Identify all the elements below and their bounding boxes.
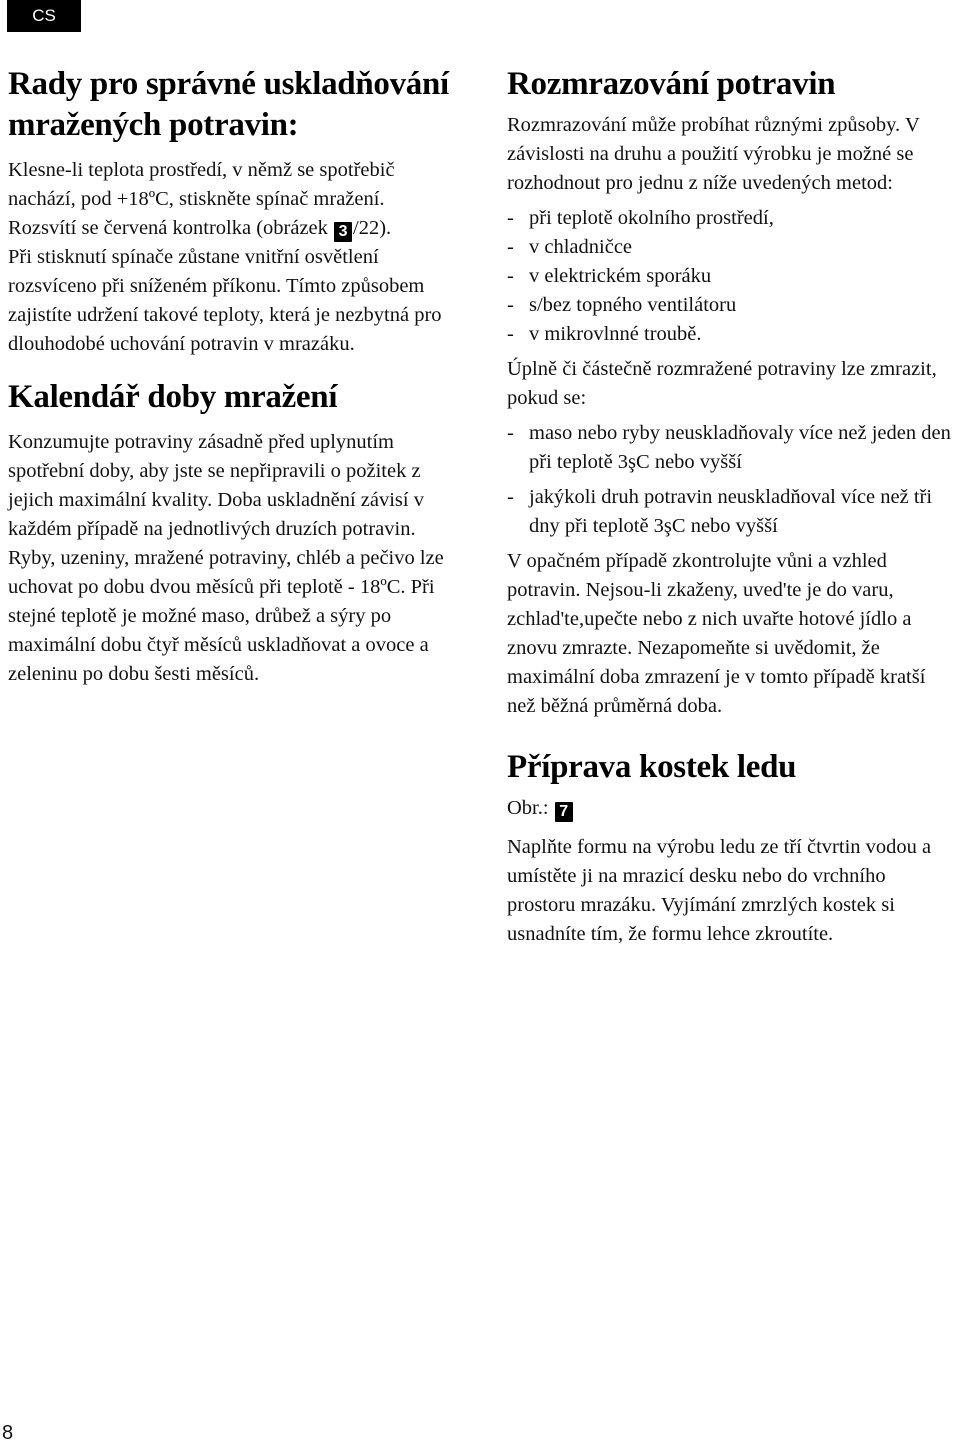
storage-tips-paragraph-1 — [8, 156, 458, 243]
storage-tips-text-b: /22). — [353, 217, 392, 239]
page-number: 8 — [2, 1422, 14, 1444]
dash-bullet: - — [507, 236, 514, 258]
list-item-text: při teplotě okolního prostředí, — [529, 207, 774, 229]
storage-tips-heading: Rady pro správné uskladňování mražených potravin: — [8, 66, 449, 143]
ice-cubes-paragraph: Naplňte formu na výrobu ledu ze tří čtvrtin vodou a umístěte ji na mrazicí desku nebo do vrchního prostoru mrazáku. Vyjímání zmrzlých kostek si usnadníte tím, že formu lehce zkroutíte. — [507, 836, 932, 945]
right-column — [507, 64, 957, 949]
figure-label: Obr.: — [507, 797, 554, 819]
language-tab — [7, 0, 81, 32]
list-item — [507, 204, 957, 233]
list-item-text: maso nebo ryby neuskladňovaly více než jeden den při teplotě 3şC nebo vyšší — [529, 422, 951, 473]
ice-cubes-heading: Příprava kostek ledu — [507, 749, 797, 785]
thawing-heading: Rozmrazování potravin — [507, 66, 836, 102]
language-label: CS — [32, 6, 56, 25]
refreeze-warning-paragraph: V opačném případě zkontrolujte vůni a vzhled potravin. Nejsou-li zkaženy, uved'te je do varu, zchlad'te,upečte nebo z nich uvařte hotové jídlo a znovu zmrazte. Nezapomeňte si uvědomit, že maximální doba zmrazení je v tomto případě kratší než běžná průměrná doba. — [507, 550, 926, 717]
thawing-intro-paragraph: Rozmrazování může probíhat různými způsoby. V závislosti na druhu a použití výrobku je možné se rozhodnout pro jednu z níže uvedených metod: — [507, 114, 920, 194]
list-item-text: v mikrovlnné troubě. — [529, 323, 702, 345]
list-item-text: v chladničce — [529, 236, 633, 258]
list-item-text: v elektrickém sporáku — [529, 265, 712, 287]
storage-tips-paragraph-2: Při stisknutí spínače zůstane vnitřní osvětlení rozsvíceno při sníženém příkonu. Tímto způsobem zajistíte udržení takové teploty, která je nezbytná pro dlouhodobé uchování potravin v mrazáku. — [8, 246, 442, 355]
dash-bullet: - — [507, 486, 514, 508]
left-column — [8, 64, 458, 689]
figure-7-badge: 7 — [555, 802, 573, 822]
dash-bullet: - — [507, 265, 514, 287]
figure-reference — [507, 794, 957, 823]
figure-3-badge: 3 — [334, 222, 352, 242]
list-item — [507, 233, 957, 262]
dash-bullet: - — [507, 323, 514, 345]
thawing-methods-list — [507, 204, 957, 349]
list-item — [507, 262, 957, 291]
list-item-text: s/bez topného ventilátoru — [529, 294, 737, 316]
freezing-calendar-heading: Kalendář doby mražení — [8, 379, 338, 415]
refreeze-conditions-list — [507, 419, 957, 541]
list-item — [507, 419, 957, 477]
list-item — [507, 320, 957, 349]
storage-tips-text-a: Klesne-li teplota prostředí, v němž se spotřebič nachází, pod +18ºC, stiskněte spínač mražení. Rozsvítí se červená kontrolka (obrázek — [8, 159, 395, 239]
freezing-calendar-paragraph: Konzumujte potraviny zásadně před uplynutím spotřební doby, aby jste se nepřipravili o požitek z jejich maximální kvality. Doba uskladnění závisí v každém případě na jednotlivých druzích potravin. Ryby, uzeniny, mražené potraviny, chléb a pečivo lze uchovat po dobu dvou měsíců při teplotě - 18ºC. Při stejné teplotě je možné maso, drůbež a sýry po maximální dobu čtyř měsíců uskladňovat a ovoce a zeleninu po dobu šesti měsíců. — [8, 431, 444, 685]
list-item-text: jakýkoli druh potravin neuskladňoval více než tři dny při teplotě 3şC nebo vyšší — [529, 486, 933, 537]
dash-bullet: - — [507, 294, 514, 316]
dash-bullet: - — [507, 207, 514, 229]
list-item — [507, 291, 957, 320]
dash-bullet: - — [507, 422, 514, 444]
list-item — [507, 483, 957, 541]
refreeze-intro-paragraph: Úplně či částečně rozmražené potraviny lze zmrazit, pokud se: — [507, 358, 937, 409]
